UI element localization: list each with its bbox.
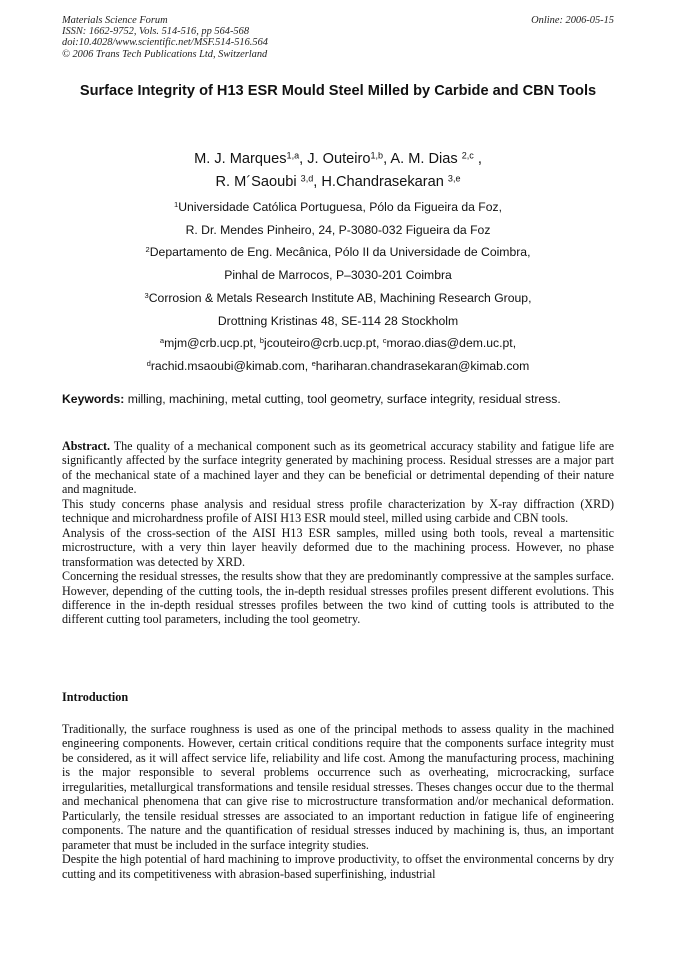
journal-name: Materials Science Forum [62, 15, 168, 26]
abstract-paragraph: Concerning the residual stresses, the results show that they are predominantly compressive at the samples surface. However, depending of the cutting tools, the in-depth residual stresses profiles present different evolutions. This difference in the in-depth residual stresses profiles between the two kind of cutting tools is attributed to the different cutting tool parameters, including the tool geometry. [62, 569, 614, 627]
author-name: M. J. Marques [194, 151, 287, 167]
abstract-paragraph: Analysis of the cross-section of the AISI H13 ESR samples, milled using both tools, reveal a martensitic microstructure, with a very thin layer heavily deformed due to the machining process. However, no phase transformation was detected by XRD. [62, 525, 614, 569]
email-sup: b [259, 336, 264, 346]
email: jcouteiro@crb.ucp.pt, [264, 336, 383, 351]
affiliation-2-address: Pinhal de Marrocos, P–3030-201 Coimbra [224, 268, 452, 283]
author-name: R. M´Saoubi [215, 174, 301, 190]
online-date: Online: 2006-05-15 [531, 15, 614, 26]
keywords [62, 392, 614, 406]
affil-sup: 1 [173, 200, 179, 210]
affil-text: Departamento de Eng. Mecânica, Pólo II da Universidade de Coimbra, [149, 245, 531, 260]
affiliation-3 [62, 287, 614, 310]
paper-title: Surface Integrity of H13 ESR Mould Steel Milled by Carbide and CBN Tools [79, 83, 597, 99]
email-sup: e [311, 359, 316, 369]
author-list [62, 148, 614, 194]
author-name: , A. M. Dias [383, 151, 462, 167]
author-sup: 3,e [447, 173, 461, 184]
author-sup: 1,b [370, 150, 384, 161]
affiliation-2 [62, 241, 614, 264]
affil-sup: 2 [145, 245, 150, 255]
email-sup: c [382, 336, 387, 346]
affiliations [62, 196, 614, 378]
keywords-label: Keywords: [62, 392, 125, 406]
email: hariharan.chandrasekaran@kimab.com [315, 358, 530, 373]
affil-text: Universidade Católica Portuguesa, Pólo da Figueira da Foz, [178, 200, 503, 214]
author-name: , H.Chandrasekaran [313, 174, 448, 190]
author-sup: 3,d [300, 173, 314, 184]
section-heading-introduction: Introduction [62, 690, 129, 704]
affil-text: Corrosion & Metals Research Institute AB, Machining Research Group, [148, 290, 532, 305]
paragraph-text: The quality of a mechanical component such as its geometrical accuracy stability and fatigue life are significantly affected by the surface integrity generated by machining process. Residual stresses are a major part of the mechanical state of a machined layer and they can be beneficial or detrimental depending of their nature and magnitude. [62, 439, 614, 497]
journal-doi: doi:10.4028/www.scientific.net/MSF.514-516.564 [62, 37, 268, 49]
introduction-body [62, 722, 614, 881]
email: morao.dias@dem.uc.pt, [386, 336, 517, 351]
journal-header [62, 15, 268, 60]
journal-issn: ISSN: 1662-9752, Vols. 514-516, pp 564-568 [62, 26, 250, 38]
abstract-paragraph [62, 439, 614, 497]
email: rachid.msaoubi@kimab.com, [150, 358, 312, 373]
affiliation-1-address: R. Dr. Mendes Pinheiro, 24, P-3080-032 Figueira da Foz [185, 222, 491, 237]
abstract [62, 439, 614, 627]
author-line-1 [62, 148, 614, 171]
author-line-2 [62, 171, 614, 194]
intro-paragraph: Traditionally, the surface roughness is used as one of the principal methods to assess quality in the machined engineering components. However, certain critical conditions require that the components surface integrity must be considered, as it will affect service life, reliability and life cost. Among the manufacturing process, machining is the major responsible to several problems occurrence such as overheating, microcracking, surface irregularities, metallurgical transformations and tensile residual stresses. Theses changes occur due to the thermal and mechanical phenomena that can give rise to microstructure transformation and/or mechanical deformation. Particularly, the tensile residual stresses are associated to an important reduction in fatigue life of engineering components. The nature and the quantification of residual stresses induced by machining is, thus, an important parameter that must be included in the surface integrity studies. [62, 722, 614, 852]
author-sep: , [473, 151, 482, 167]
emails-line-1 [62, 332, 614, 355]
email-sup: a [159, 336, 165, 346]
author-name: , J. Outeiro [299, 151, 371, 167]
author-sup: 2,c [461, 150, 474, 161]
email-sup: d [146, 359, 151, 369]
keywords-text: milling, machining, metal cutting, tool geometry, surface integrity, residual stress. [124, 392, 561, 406]
abstract-label: Abstract. [62, 439, 111, 453]
affiliation-1 [62, 196, 614, 219]
affil-sup: 3 [144, 291, 149, 301]
email: mjm@crb.ucp.pt, [164, 336, 260, 351]
abstract-paragraph: This study concerns phase analysis and residual stress profile characterization by X-ray diffraction (XRD) technique and microhardness profile of AISI H13 ESR mould steel, milled using carbide and CBN tools. [62, 496, 614, 526]
intro-paragraph: Despite the high potential of hard machining to improve productivity, to offset the environmental concerns by dry cutting and its competitiveness with abrasion-based superfinishing, industrial [62, 852, 614, 881]
journal-copyright: © 2006 Trans Tech Publications Ltd, Switzerland [62, 48, 268, 60]
affiliation-3-address: Drottning Kristinas 48, SE-114 28 Stockholm [217, 313, 459, 328]
emails-line-2 [62, 355, 614, 378]
author-sup: 1,a [286, 150, 300, 161]
